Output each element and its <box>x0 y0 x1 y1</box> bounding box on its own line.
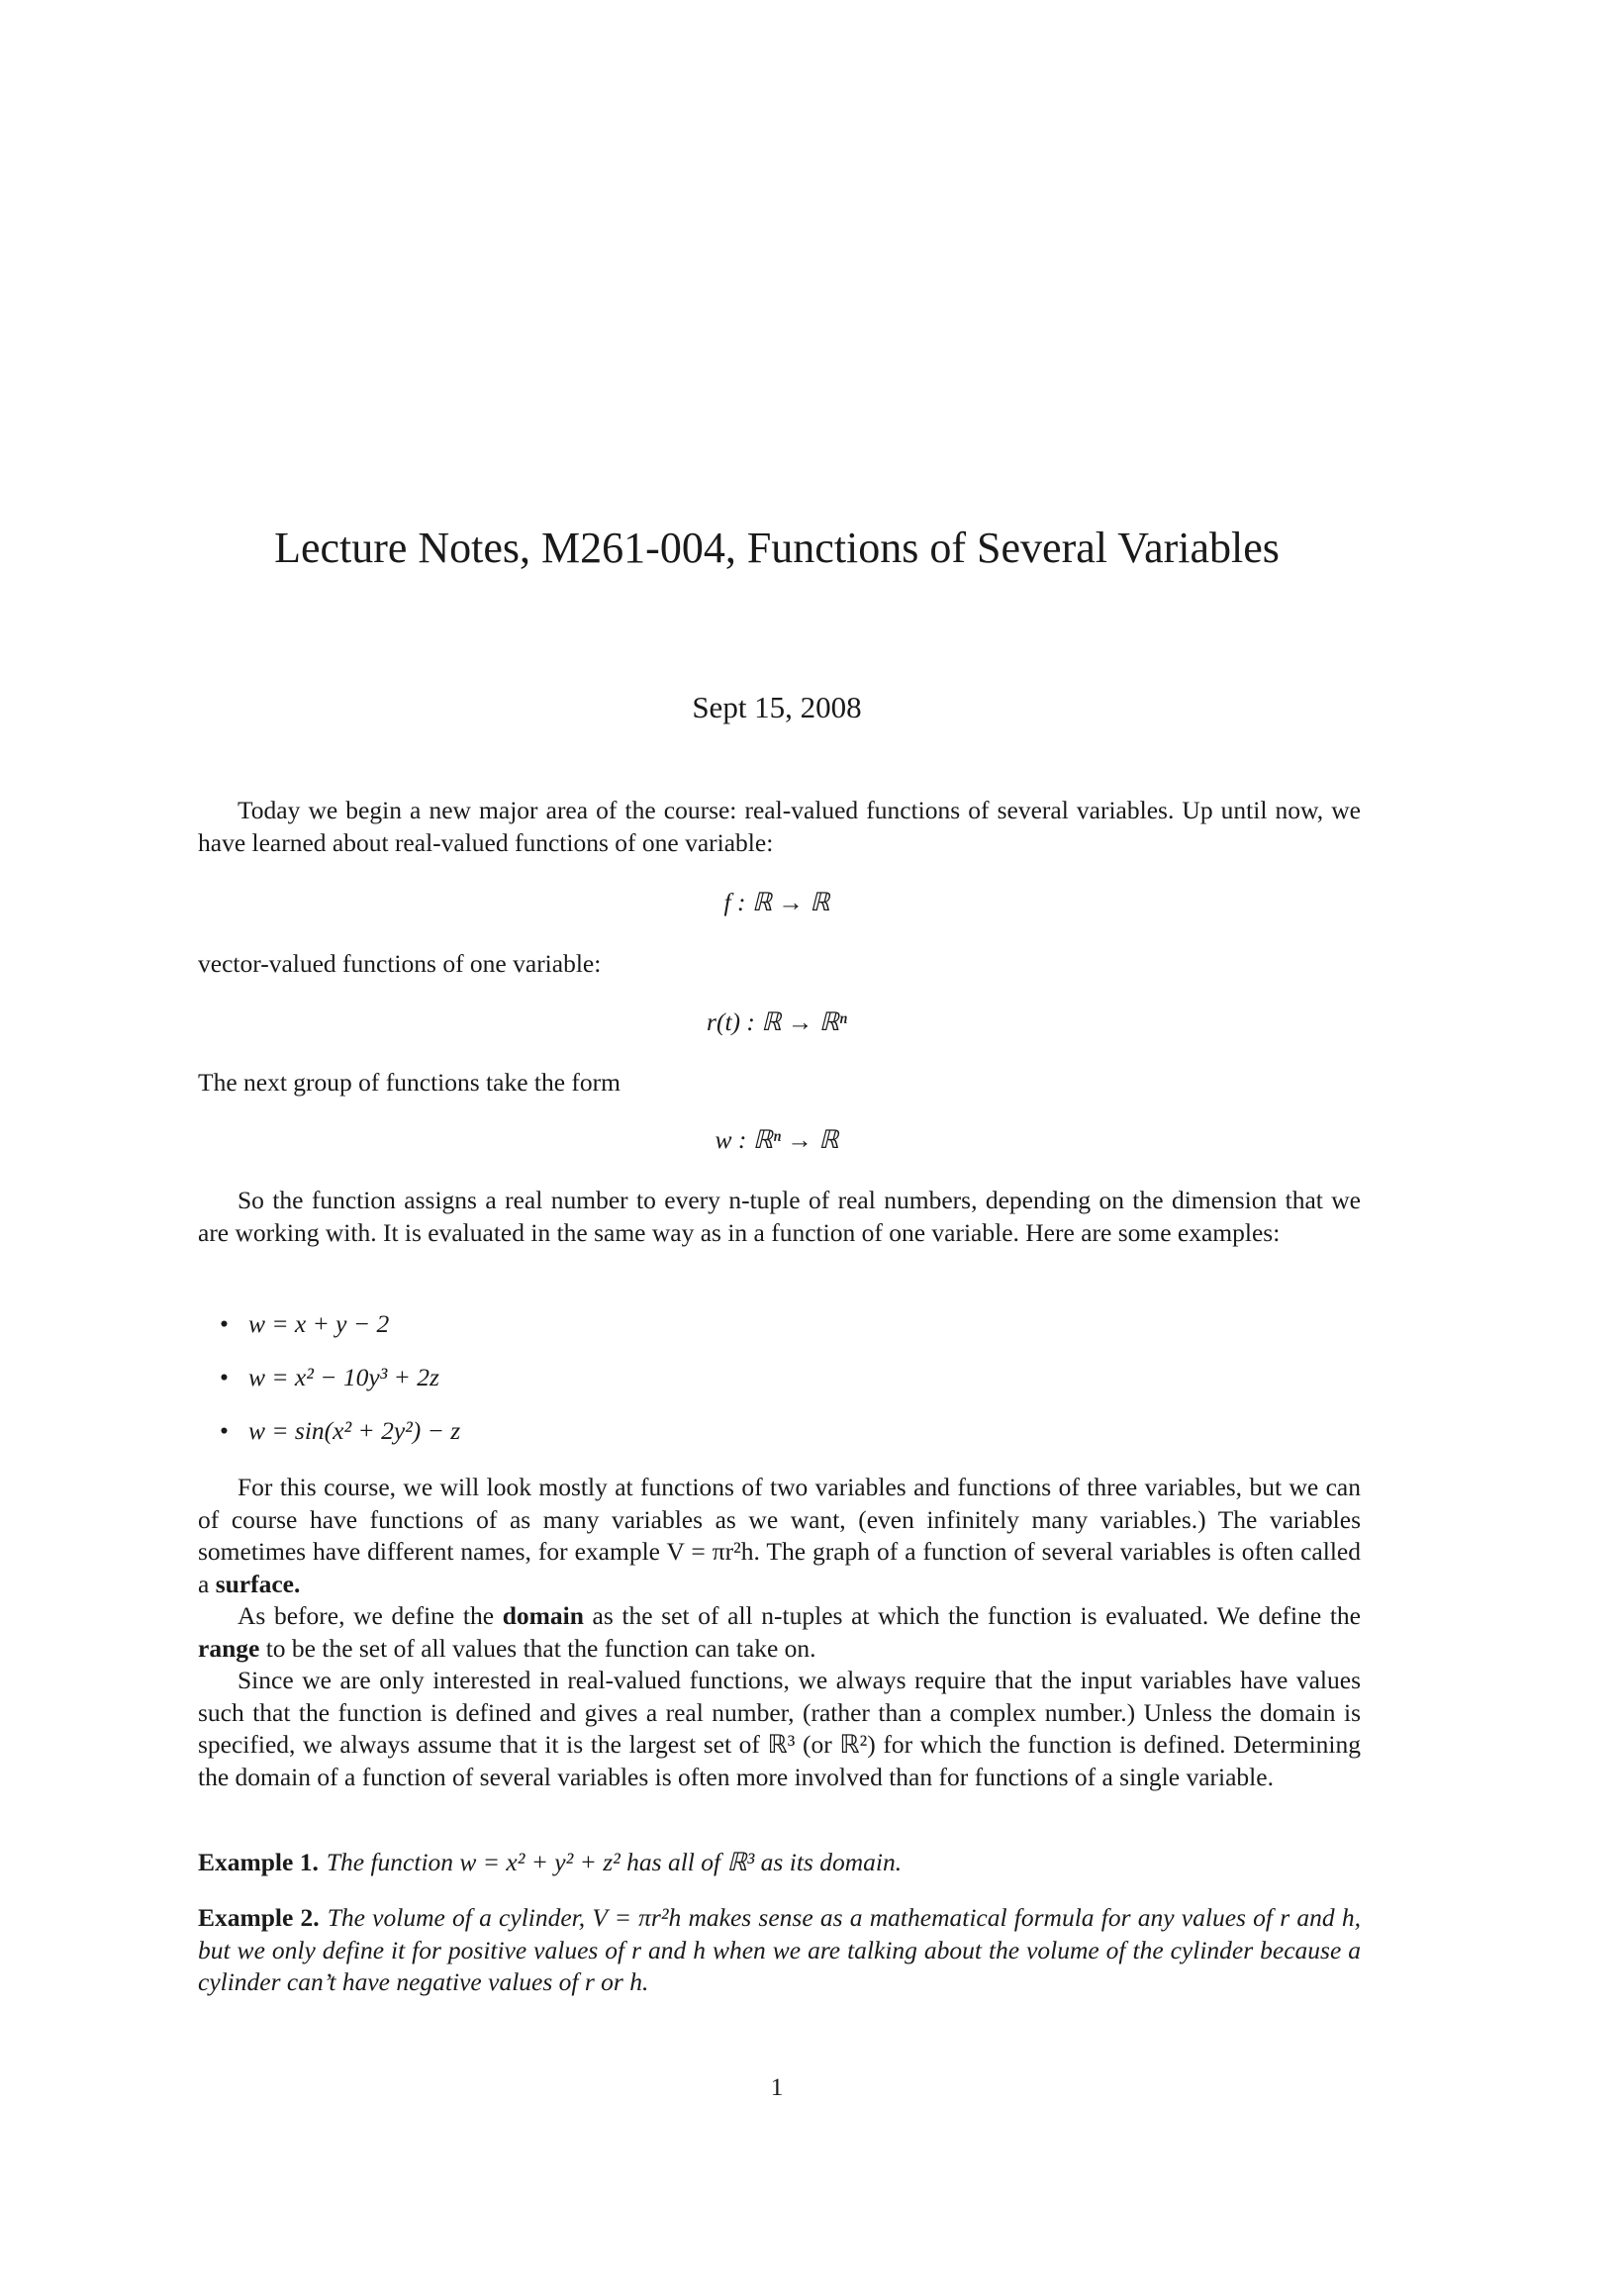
assigns-text: So the function assigns a real number to every n-tuple of real numbers, depending on the dimension that we are working with. It is evaluated in the same way as in a function of one variable. Here are some examples: <box>198 1186 1361 1247</box>
surface-term: surface. <box>215 1569 301 1598</box>
equation-f: f : ℝ → ℝ <box>723 888 830 916</box>
real-valued-paragraph: Since we are only interested in real-valued functions, we always require that the input variables have values such that the function is defined and gives a real number, (rather than a complex number.) Unless the domain is specified, we always assume that it is the largest set of ℝ³ (or ℝ²) for which the function is defined. Determining the domain of a function of several variables is often more involved than for functions of a single variable. <box>198 1666 1361 1791</box>
example-1-text: The function w = x² + y² + z² has all of ℝ³ as its domain. <box>326 1848 903 1876</box>
list-item-text: w = sin(x² + 2y²) − z <box>247 1416 461 1445</box>
bullet-icon: • <box>220 1363 229 1391</box>
examples-list <box>220 1308 460 1469</box>
list-item-text: w = x² − 10y³ + 2z <box>247 1363 439 1391</box>
example-1-heading: Example 1. <box>198 1848 319 1876</box>
course-text: For this course, we will look mostly at functions of two variables and functions of three variables, but we can of course have functions of as many variables as we want, (even infinitely many variables.) The variables sometimes have different names, for example V = πr²h. The graph of a function of several variables is often called a <box>198 1473 1361 1598</box>
domain-term: domain <box>502 1601 584 1630</box>
course-paragraph <box>198 1472 1361 1600</box>
example-1 <box>198 1847 1361 1879</box>
bullet-icon: • <box>220 1309 229 1338</box>
list-item <box>220 1308 460 1362</box>
domain-text-e: to be the set of all values that the function can take on. <box>259 1633 816 1663</box>
next-group-paragraph <box>198 1067 1361 1100</box>
list-item-text: w = x + y − 2 <box>247 1309 390 1338</box>
domain-paragraph <box>198 1600 1361 1665</box>
page-number: 1 <box>770 2072 784 2101</box>
intro-text: Today we begin a new major area of the course: real-valued functions of several variables. Up until now, we have learned about real-valued functions of one variable: <box>198 796 1361 857</box>
document-date: Sept 15, 2008 <box>692 690 862 724</box>
vector-text: vector-valued functions of one variable: <box>198 949 602 978</box>
domain-text-c: as the set of all n-tuples at which the function is evaluated. We define the <box>583 1601 1361 1630</box>
example-2-text: The volume of a cylinder, V = πr²h makes sense as a mathematical formula for any values of r and h, but we only define it for positive values of r and h when we are talking about the volume of the cylinder because a cylinder can’t have negative values of r or h. <box>198 1903 1361 1996</box>
course-paragraphs <box>198 1472 1361 1793</box>
range-term: range <box>198 1633 260 1663</box>
example-2-heading: Example 2. <box>198 1903 320 1932</box>
bullet-icon: • <box>220 1416 229 1445</box>
list-item <box>220 1415 460 1469</box>
vector-paragraph <box>198 948 1361 981</box>
equation-w: w : ℝⁿ → ℝ <box>715 1125 839 1154</box>
domain-text-a: As before, we define the <box>238 1601 503 1630</box>
document-title: Lecture Notes, M261-004, Functions of Several Variables <box>274 524 1280 572</box>
assigns-paragraph <box>198 1185 1361 1249</box>
example-2 <box>198 1902 1361 1999</box>
equation-r: r(t) : ℝ → ℝⁿ <box>707 1007 847 1036</box>
intro-paragraph <box>198 795 1361 859</box>
next-group-text: The next group of functions take the form <box>198 1068 621 1097</box>
list-item <box>220 1362 460 1415</box>
